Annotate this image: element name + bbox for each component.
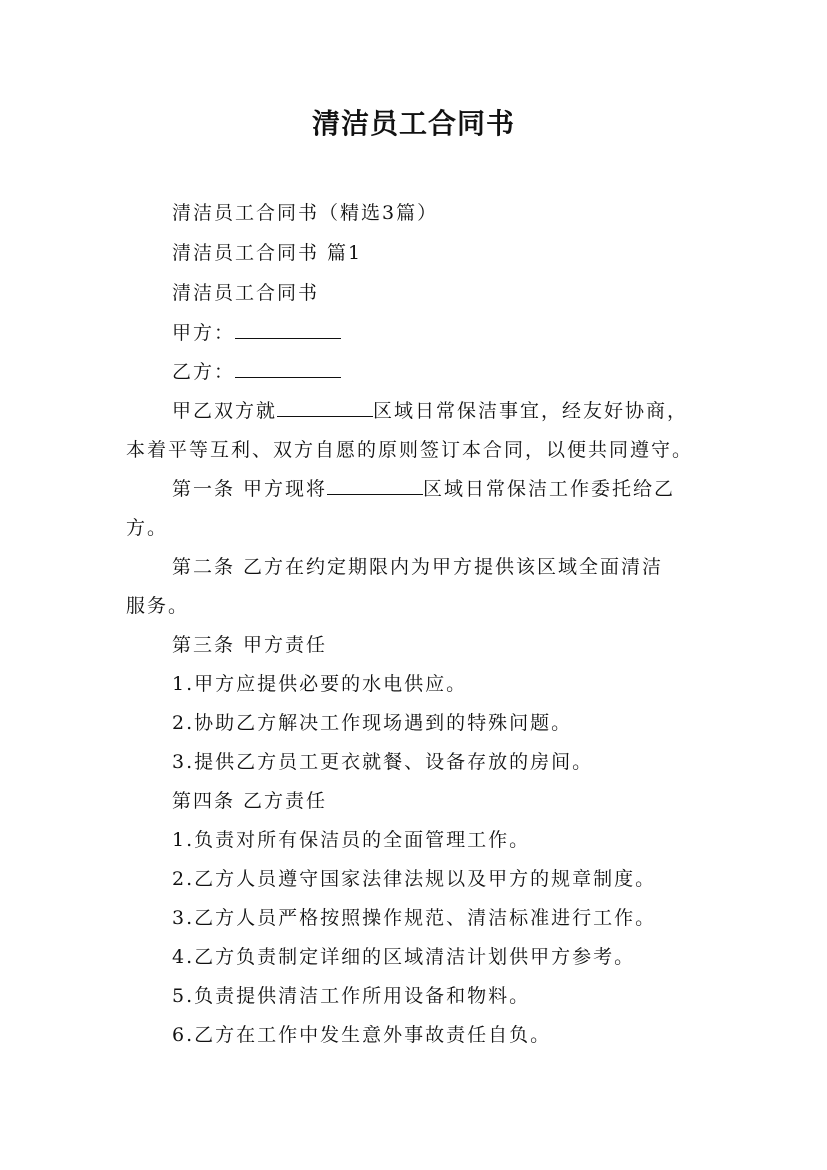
party-a-label: 甲方： [172, 322, 236, 344]
line-text: 5.负责提供清洁工作所用设备和物料。 [172, 985, 531, 1007]
document-title: 清洁员工合同书 [311, 107, 515, 140]
list-item [172, 1020, 551, 1047]
line-text: 1.甲方应提供必要的水电供应。 [172, 673, 468, 695]
list-item [172, 669, 467, 696]
paragraph-line [126, 591, 189, 618]
line-text: 3.乙方人员严格按照操作规范、清洁标准进行工作。 [172, 907, 657, 929]
subtitle-line [172, 198, 438, 225]
line-text: 本着平等互利、双方自愿的原则签订本合同，以便共同遵守。 [126, 439, 694, 461]
line-text: 区域日常保洁事宜，经友好协商， [373, 400, 689, 422]
list-item [172, 942, 635, 969]
section-heading [172, 238, 362, 265]
list-item [172, 981, 530, 1008]
line-text: 第三条 甲方责任 [172, 634, 328, 656]
line-text: 服务。 [126, 595, 190, 617]
line-text: 清洁员工合同书 篇1 [172, 242, 363, 264]
party-a-line [172, 318, 341, 345]
party-b-line [172, 357, 341, 384]
line-text: 第一条 甲方现将 [172, 478, 328, 500]
article-heading [172, 786, 327, 813]
list-item [172, 903, 656, 930]
area-blank [327, 476, 423, 495]
party-a-blank [235, 320, 341, 339]
line-text: 区域日常保洁工作委托给乙 [423, 478, 676, 500]
line-text: 方。 [126, 517, 169, 539]
line-text: 1.负责对所有保洁员的全面管理工作。 [172, 829, 531, 851]
area-blank [277, 398, 373, 417]
line-text: 3.提供乙方员工更衣就餐、设备存放的房间。 [172, 751, 594, 773]
line-text: 清洁员工合同书 [172, 282, 320, 304]
paragraph-line [126, 435, 693, 462]
list-item [172, 708, 572, 735]
line-text: 甲乙双方就 [172, 400, 278, 422]
line-text: 清洁员工合同书（精选3篇） [172, 202, 439, 224]
contract-name-line [172, 278, 319, 305]
line-text: 第二条 乙方在约定期限内为甲方提供该区域全面清洁 [172, 556, 664, 578]
line-text: 4.乙方负责制定详细的区域清洁计划供甲方参考。 [172, 946, 636, 968]
list-item [172, 864, 656, 891]
article-heading [172, 630, 327, 657]
paragraph-line [172, 396, 688, 423]
article-line [172, 474, 675, 501]
line-text: 6.乙方在工作中发生意外事故责任自负。 [172, 1024, 552, 1046]
paragraph-line [126, 513, 168, 540]
party-b-label: 乙方： [172, 361, 236, 383]
article-line [172, 552, 663, 579]
list-item [172, 747, 593, 774]
line-text: 2.协助乙方解决工作现场遇到的特殊问题。 [172, 712, 573, 734]
party-b-blank [235, 359, 341, 378]
line-text: 2.乙方人员遵守国家法律法规以及甲方的规章制度。 [172, 868, 657, 890]
line-text: 第四条 乙方责任 [172, 790, 328, 812]
list-item [172, 825, 530, 852]
